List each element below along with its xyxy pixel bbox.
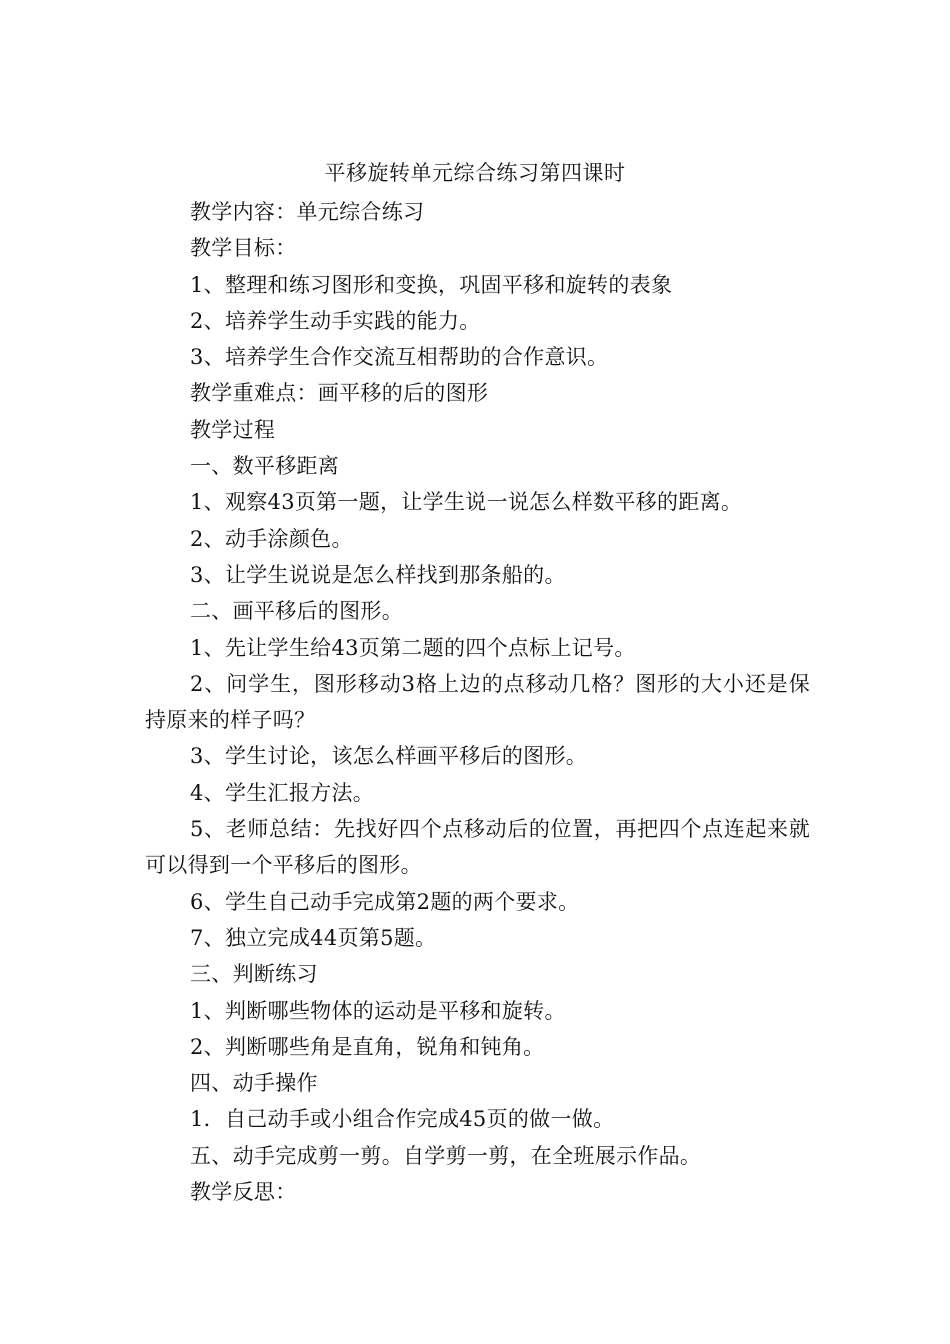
paragraph-goal-2: 2、培养学生动手实践的能力。	[190, 308, 481, 333]
paragraph-reflection: 教学反思：	[190, 1180, 297, 1205]
list-item: 7、独立完成44页第5题。	[190, 925, 437, 950]
list-item: 4、学生汇报方法。	[190, 780, 375, 805]
list-item: 2、问学生，图形移动3格上边的点移动几格？图形的大小还是保持原来的样子吗？	[145, 671, 810, 733]
paragraph-key-points: 教学重难点：画平移的后的图形	[190, 381, 489, 406]
list-item: 1．自己动手或小组合作完成45页的做一做。	[190, 1107, 615, 1132]
list-item: 1、先让学生给43页第二题的四个点标上记号。	[190, 635, 636, 660]
section-heading-3: 三、判断练习	[190, 962, 318, 987]
document-body	[145, 194, 810, 1210]
list-item: 2、判断哪些角是直角，锐角和钝角。	[190, 1034, 545, 1059]
list-item: 2、动手涂颜色。	[190, 526, 353, 551]
section-heading-2: 二、画平移后的图形。	[190, 599, 403, 624]
list-item: 1、观察43页第一题，让学生说一说怎么样数平移的距离。	[190, 490, 743, 515]
list-item: 3、让学生说说是怎么样找到那条船的。	[190, 562, 566, 587]
paragraph-teaching-process: 教学过程	[190, 417, 276, 442]
list-item: 3、学生讨论，该怎么样画平移后的图形。	[190, 744, 588, 769]
paragraph-teaching-goals: 教学目标：	[190, 236, 297, 261]
section-heading-5: 五、动手完成剪一剪。自学剪一剪，在全班展示作品。	[190, 1143, 702, 1168]
paragraph-goal-3: 3、培养学生合作交流互相帮助的合作意识。	[190, 345, 609, 370]
list-item: 6、学生自己动手完成第2题的两个要求。	[190, 889, 580, 914]
paragraph-goal-1: 1、整理和练习图形和变换，巩固平移和旋转的表象	[190, 272, 673, 297]
list-item: 5、老师总结：先找好四个点移动后的位置，再把四个点连起来就可以得到一个平移后的图形。	[145, 817, 810, 878]
section-heading-4: 四、动手操作	[190, 1071, 318, 1096]
document-title: 平移旋转单元综合练习第四课时	[324, 161, 626, 185]
section-heading-1: 一、数平移距离	[190, 454, 340, 479]
paragraph-teaching-content: 教学内容：单元综合练习	[190, 200, 425, 224]
list-item: 1、判断哪些物体的运动是平移和旋转。	[190, 998, 566, 1023]
